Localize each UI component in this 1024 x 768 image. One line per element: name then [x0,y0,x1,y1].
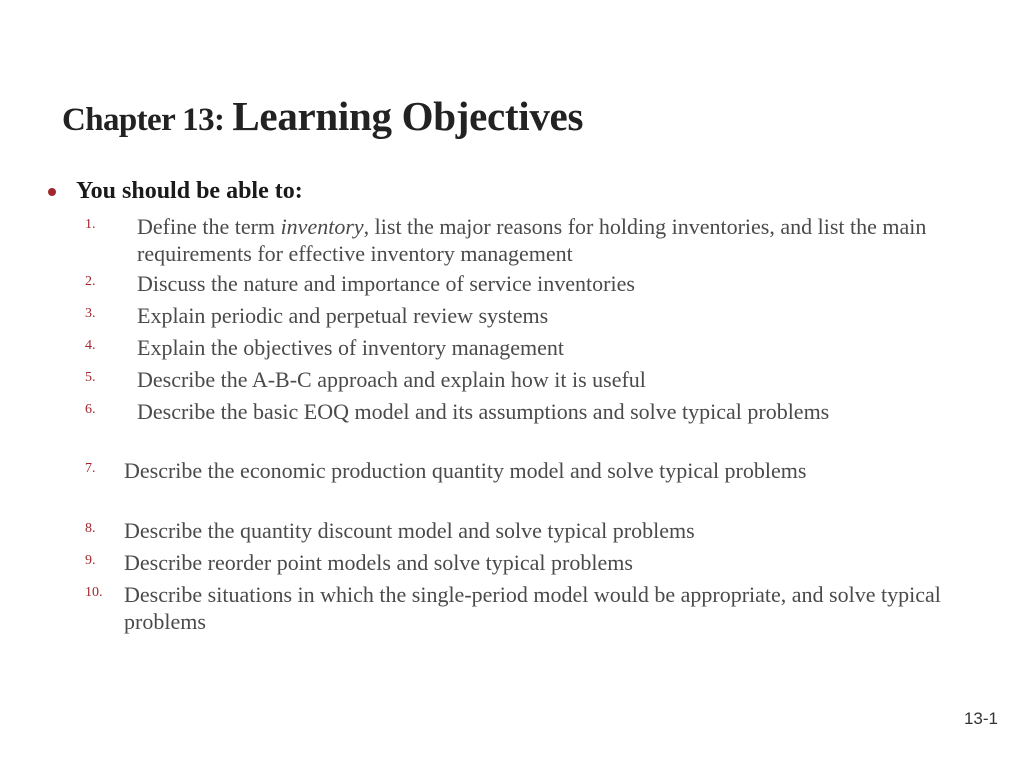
objective-text: Describe reorder point models and solve typical problems [124,550,633,575]
objective-number: 4. [85,338,96,353]
objective-number: 1. [85,217,96,232]
objective-text: Describe situations in which the single-period model would be appropriate, and solve typical problems [124,582,941,634]
objective-number: 5. [85,370,96,385]
objective-number: 2. [85,274,96,289]
slide-number: 13-1 [963,709,998,728]
objective-number: 8. [85,521,96,536]
objective-text: Describe the quantity discount model and solve typical problems [124,518,695,543]
objective-text: Describe the basic EOQ model and its assumptions and solve typical problems [137,399,830,424]
objective-number: 10. [85,585,103,600]
objective-text: Explain the objectives of inventory management [137,335,565,360]
objective-number: 9. [85,553,96,568]
objective-number: 6. [85,402,96,417]
title-main: Learning Objectives [232,93,584,139]
objective-text [137,213,957,267]
objective-text: Describe the economic production quantity model and solve typical problems [124,458,807,483]
objective-text: Describe the A-B-C approach and explain how it is useful [137,367,646,392]
objective-number: 7. [85,461,96,476]
bullet-intro-text: You should be able to: [76,178,303,204]
objective-text-before: Define the term [137,214,281,239]
objective-text: Discuss the nature and importance of service inventories [137,271,635,296]
objective-number: 3. [85,306,96,321]
objective-text-after: , list the major reasons for holding inventories, and list the main requirements for effective inventory management [137,214,927,266]
objective-text: Explain periodic and perpetual review systems [137,303,549,328]
objective-term-emphasis: inventory [280,214,364,239]
title-prefix: Chapter 13: [62,102,225,138]
